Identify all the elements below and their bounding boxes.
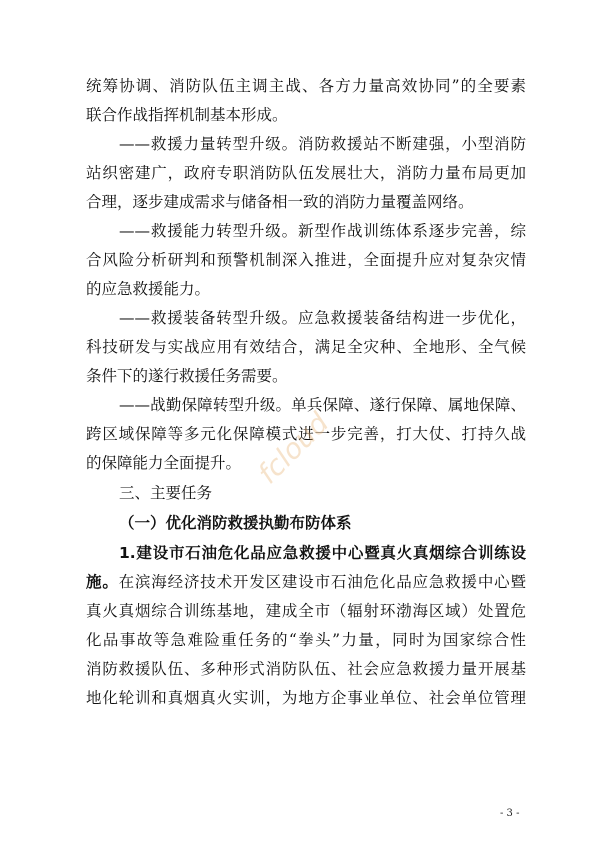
text-line: ——救援力量转型升级。消防救援站不断建强，小型消防	[119, 135, 526, 153]
text-line: 三、主要任务	[119, 484, 213, 502]
text-line: 的应急救援能力。	[86, 280, 211, 298]
text-line: 条件下的遂行救援任务需要。	[86, 367, 288, 385]
normal-run: 在滨海经济技术开发区建设市石油危化品应急救援中心暨	[118, 573, 526, 591]
text-line: 联合作战指挥机制基本形成。	[86, 106, 288, 124]
text-line: 地化轮训和真烟真火实训，为地方企事业单位、社会单位管理	[86, 689, 526, 707]
text-line: 统筹协调、消防队伍主调主战、各方力量高效协同”的全要素	[86, 77, 526, 95]
page-number: - 3 -	[500, 808, 520, 819]
text-line: ——救援装备转型升级。应急救援装备结构进一步优化，	[119, 309, 526, 327]
text-line: （一）优化消防救援执勤布防体系	[119, 514, 352, 532]
text-line: 消防救援队伍、多种形式消防队伍、社会应急救援力量开展基	[86, 660, 526, 678]
text-line: 的保障能力全面提升。	[86, 454, 242, 472]
text-line	[86, 572, 526, 592]
text-line: 化品事故等急难险重任务的“拳头”力量，同时为国家综合性	[86, 631, 526, 649]
bold-run: 施。	[86, 573, 119, 591]
text-line: 跨区域保障等多元化保障模式进一步完善，打大仗、打持久战	[86, 425, 526, 443]
text-line: 真火真烟综合训练基地，建成全市（辐射环渤海区域）处置危	[86, 602, 526, 620]
bold-run: 1.建设市石油危化品应急救援中心暨真火真烟综合训练设	[119, 544, 526, 562]
text-line: ——救援能力转型升级。新型作战训练体系逐步完善，综	[119, 222, 526, 240]
text-line: ——战勤保障转型升级。单兵保障、遂行保障、属地保障、	[119, 396, 526, 414]
text-line	[119, 543, 526, 563]
watermark-text: fcloud	[251, 406, 336, 491]
text-line: 合理，逐步建成需求与储备相一致的消防力量覆盖网络。	[86, 193, 474, 211]
text-line: 科技研发与实战应用有效结合，满足全灾种、全地形、全气候	[86, 338, 526, 356]
text-line: 合风险分析研判和预警机制深入推进，全面提升应对复杂灾情	[86, 251, 526, 269]
text-line: 站织密建广，政府专职消防队伍发展壮大，消防力量布局更加	[86, 164, 526, 182]
